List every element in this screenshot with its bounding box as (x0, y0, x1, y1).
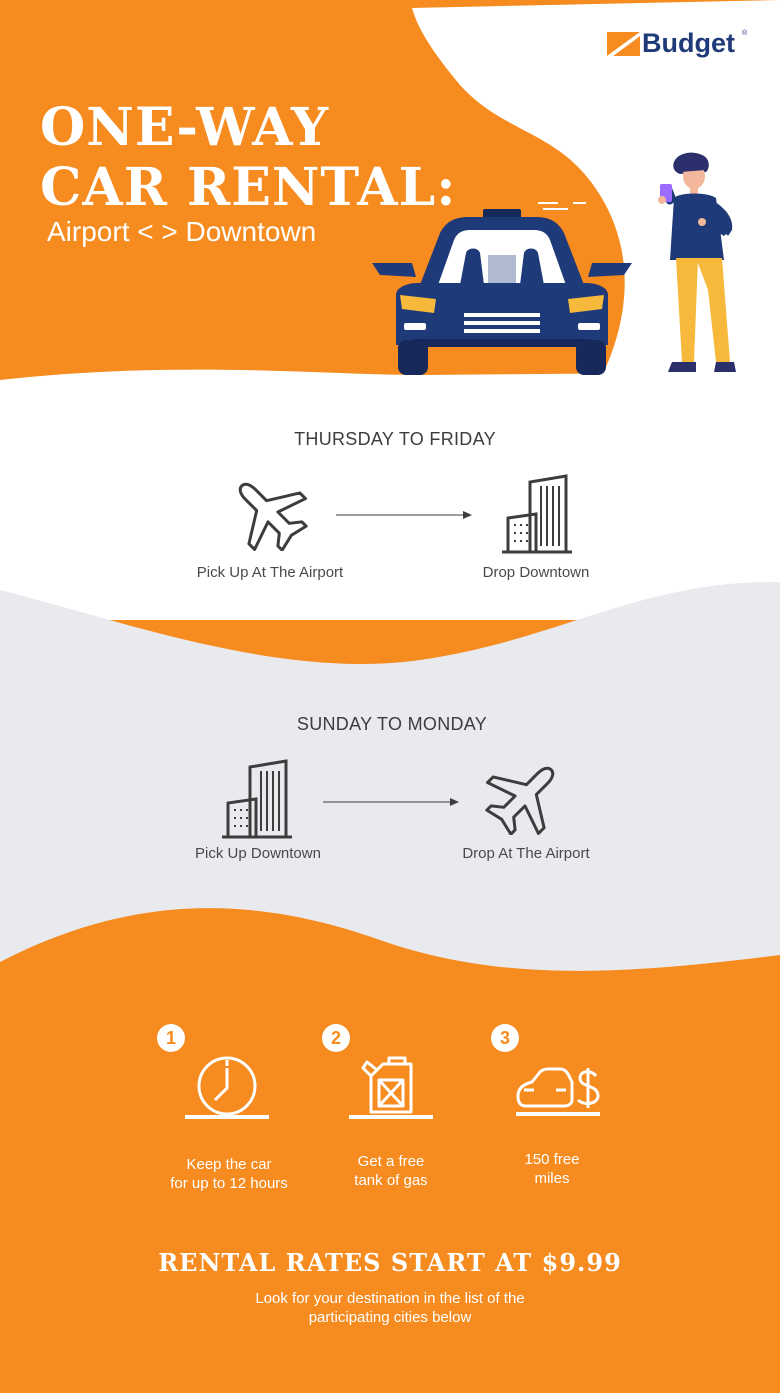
route-1-to-label: Drop Downtown (482, 564, 590, 581)
buildings-icon (500, 474, 572, 554)
route-2-to-label: Drop At The Airport (462, 845, 590, 862)
budget-logo-icon (607, 32, 640, 56)
benefit-3-line2: miles (534, 1170, 570, 1187)
benefit-3-line1: 150 free (524, 1151, 580, 1168)
benefit-1-line2: for up to 12 hours (170, 1175, 288, 1192)
route-1-heading: THURSDAY TO FRIDAY (294, 429, 496, 449)
benefit-2-line1: Get a free (357, 1153, 425, 1170)
airplane-icon (228, 473, 308, 551)
clock-icon (185, 1054, 269, 1120)
car-dollar-icon (514, 1066, 600, 1120)
route-2-heading: SUNDAY TO MONDAY (296, 714, 488, 734)
benefit-1-text (139, 1155, 319, 1193)
benefit-2-line2: tank of gas (354, 1172, 428, 1189)
benefit-1-number-badge: 1 (157, 1024, 185, 1052)
airplane-icon (485, 757, 565, 835)
brand-trademark: ® (742, 30, 748, 37)
destination-note-line2: participating cities below (308, 1309, 472, 1326)
route-1-from-label: Pick Up At The Airport (196, 564, 344, 581)
route-2-from-label: Pick Up Downtown (195, 845, 321, 862)
hero-subtitle: Airport < > Downtown (47, 216, 317, 247)
buildings-icon (220, 759, 292, 839)
benefit-1-line1: Keep the car (186, 1156, 272, 1173)
destination-note (0, 1289, 780, 1327)
gas-can-icon (349, 1056, 433, 1120)
benefit-3-text (462, 1150, 642, 1188)
hero-title-line2: CAR RENTAL: (40, 157, 457, 218)
route-2-arrow-icon (323, 796, 459, 808)
destination-note-line1: Look for your destination in the list of the (255, 1290, 525, 1307)
benefit-2-number-badge: 2 (322, 1024, 350, 1052)
rental-rates-headline: RENTAL RATES START AT $9.99 (158, 1248, 622, 1277)
person-with-phone-icon (650, 150, 745, 378)
hero-title-line1: ONE-WAY (40, 97, 330, 158)
brand-name: Budget (642, 28, 735, 58)
benefit-3-number-badge: 3 (491, 1024, 519, 1052)
route-1-arrow-icon (336, 509, 472, 521)
benefit-2-text (301, 1152, 481, 1190)
car-illustration-icon (368, 195, 636, 380)
